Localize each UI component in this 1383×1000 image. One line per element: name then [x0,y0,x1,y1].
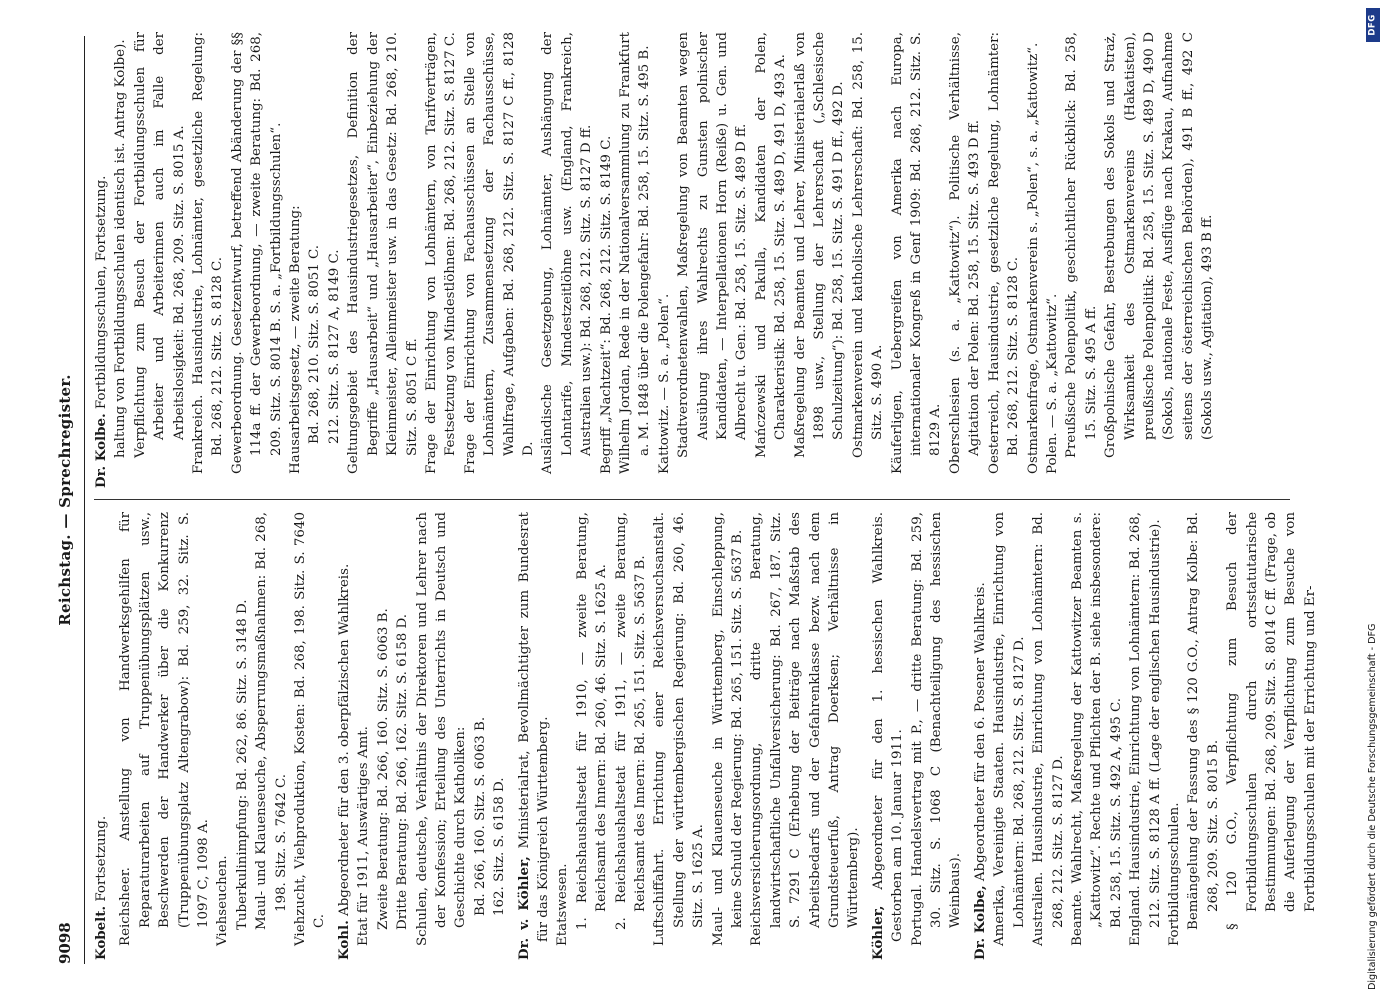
index-entry [291,512,330,960]
column-divider [94,499,1290,500]
index-entry [92,512,111,960]
entry-text: Fortbildungsschulen, Fortsetzung. [94,175,109,410]
entry-text: Amerika, Vereinigte Staaten. Hausindustrie, Einrichtung von Lohnämtern: Bd. 268, 212. Sitz. S. 8127 D. [992,512,1027,946]
index-entry [674,32,752,488]
index-entry [92,32,111,488]
index-entry [1165,512,1184,960]
index-entry [325,32,344,488]
index-entry [213,512,232,960]
entry-text: Schulen, deutsche, Verhältnis der Direktoren und Lehrer nach der Konfession; Erteilung des Unterrichts in Deutsch und Geschichte durch Katholiken: [414,512,469,946]
entry-text: Abgeordneter für den 3. oberpfälzischen Wahlkreis. [336,563,352,916]
index-entry [1043,32,1062,488]
entry-text: Kattowitz. — S. a. „Polen“. [656,293,672,474]
entry-text: Abgeordneter für den 6. Posener Wahlkreis. [972,582,988,882]
entry-text: Maul- und Klauenseuche in Württemberg, Einschleppung, keine Schuld der Regierung: Bd. 265, 151. Sitz. S. 5637 B. [710,512,745,946]
entry-text: 162. Sitz. S. 6158 D. [492,777,508,916]
entry-text: Mańczewski und Pakulla, Kandidaten der Polen, Charakteristik: Bd. 258, 15. Sitz. S. 489 D, 491 D, 493 A. [753,32,789,458]
entry-text: haltung von Fortbildungsschulen identisch ist. Antrag Kolbe). [113,39,129,458]
index-entry [597,32,616,488]
index-entry [612,512,651,960]
page-number: 9098 [56,922,74,964]
index-entry [752,32,791,488]
index-entry [908,512,966,960]
index-entry [393,512,412,960]
entry-text: Großpolnische Gefahr, Bestrebungen des Sokols und Straż, Wirksamkeit des Ostmarkenvereins (Hakatisten), preußische Polenpolitik: Bd. 258, 15. Sitz. S. 489 D, 490 D (Sokols, nationale Feste, Ausflüge nach Krakau, Aufnahme seitens der österreichischen Behörden), 491 B ff., 492 C (Sokols usw., Agitation), 493 B ff. [1103,32,1216,458]
entry-name: Dr. Kolbe. [93,413,109,488]
index-entry [616,32,655,488]
index-entry [655,32,674,488]
index-entry [869,512,908,960]
index-entry [515,512,554,960]
index-entry [471,512,490,960]
page-header [56,36,80,964]
entry-text: Hausarbeitsgesetz, — zweite Beratung: [288,205,304,474]
index-entry [946,32,985,488]
entry-text: Dritte Beratung: Bd. 266, 162. Sitz. S. 6158 D. [395,613,411,930]
index-entry [650,512,708,960]
entry-text: Viehseuchen. [215,855,231,946]
index-entry [971,512,990,960]
entry-text: Maßregelung der Beamten und Lehrer, Ministerialerlaß von 1898 usw., Stellung der Lehrerschaft („Schlesische Schulzeitung“): Bd. 258, 15. Sitz. S. 491 D ff., 492 D. [792,32,847,458]
entry-text: Zweite Beratung: Bd. 266, 160. Sitz. S. 6063 B. [375,608,391,930]
index-entry [305,32,324,488]
entry-text: Ostmarkenverein und katholische Lehrerschaft: Bd. 258, 15. Sitz. S. 490 A. [850,32,886,458]
entry-text: Etat für 1911, Auswärtiges Amt. [356,726,372,946]
entry-text: Frage der Einrichtung von Fachausschüssen an Stelle von Lohnämtern, Zusammensetzung der Fachausschüsse, Wahlfrage, Aufgaben: Bd. 268, 212. Sitz. S. 8127 C ff., 8128 D. [462,32,536,474]
entry-text: Bd. 268, 210. Sitz. S. 8051 C. [307,244,323,444]
index-entry [490,512,509,960]
entry-name: Dr. Kolbe, [971,885,988,960]
index-entry [422,32,461,488]
entry-text: Abgeordneter für den 1. hessischen Wahlkreis. Gestorben am 10. Januar 1911. [870,512,906,942]
index-entry [233,512,252,960]
index-entry [573,512,612,960]
index-entry [461,32,539,488]
entry-text: Ministerialrat, Bevollmächtigter zum Bundesrat für das Königreich Württemberg. [516,512,551,942]
index-entry [286,32,305,488]
entry-text: Beamte. Wahlrecht, Maßregelung der Kattowitzer Beamten s. „Kattowitz“. Rechte und Pflichten der B. siehe insbesondere: Bd. 258, 15. Sitz. S. 492 A, 495 C. [1069,512,1124,946]
index-entry [1062,32,1101,488]
entry-text: Stadtverordnetenwahlen, Maßregelung von Beamten wegen Ausübung ihres Wahlrechts zu Gunsten polnischer Kandidaten, — Interpellationen Horn (Reiße) u. Gen. und Albrecht u. Gen.: Bd. 258, 15. Sitz. S. 489 D ff. [676,32,750,458]
entry-name: Dr. v. Köhler, [515,856,532,960]
entry-text: Polen. — S. a. „Kattowitz“. [1044,293,1060,474]
index-entry [538,32,596,488]
index-entry [116,512,213,960]
entry-text: Frage der Einrichtung von Lohnämtern, von Tarifverträgen, Festsetzung von Mindestlöhnen: Bd. 268, 212. Sitz. S. 8127 C. [423,32,459,474]
entry-text: 2. Reichshaushaltsetat für 1911, — zweite Beratung, Reichsamt des Innern: Bd. 265, 151. Sitz. S. 5637 B. [613,512,648,930]
entry-text: Verpflichtung zum Besuch der Fortbildungsschulen für Arbeiter und Arbeiterinnen auch im Falle der Arbeitslosigkeit: Bd. 268, 209. Sitz. S. 8015 A. [132,32,187,458]
header-rule [84,36,85,964]
entry-text: 212. Sitz. S. 8127 A, 8149 C. [326,249,342,444]
entry-text: Oberschlesien (s. a. „Kattowitz“). Politische Verhältnisse, Agitation der Polen: Bd. 258, 15. Sitz. S. 493 D ff. [947,32,983,474]
entry-text: Bd. 266, 160. Sitz. S. 6063 B. [472,716,488,916]
entry-text: Begriff „Nachtzeit“: Bd. 268, 212. Sitz. S. 8149 C. [598,135,614,474]
entry-text: Luftschiffahrt. Errichtung einer Reichsversuchsanstalt. Stellung der württembergischen Regierung: Bd. 260, 46. Sitz. S. 1625 A. [652,512,707,946]
index-entry [1029,512,1068,960]
entry-text: Käuferligen, Uebergreifen von Amerika nach Europa, internationaler Kongreß in Genf 1909: Bd. 268, 212. Sitz. S. 8129 A. [889,32,944,474]
entry-text: Gewerbeordnung. Gesetzentwurf, betreffend Abänderung der §§ 114a ff. der Gewerbeordnung, — zweite Beratung: Bd. 268, 209. Sitz. S. 8014 B. S. a. „Fortbildungsschulen“. [229,32,284,474]
index-entry [791,32,849,488]
index-entry [344,32,422,488]
entry-text: Ostmarkenfrage, Ostmarkenverein s. „Polen“, s. a. „Kattowitz“. [1025,42,1041,474]
index-entry [1024,32,1043,488]
entry-text: Frankreich. Hausindustrie, Lohnämter, gesetzliche Regelung: Bd. 268, 212. Sitz. S. 8128 C. [191,32,226,474]
digitization-note: Digitalisierung gefördert durch die Deutsche Forschungsgemeinschaft - DFG [1367,623,1378,990]
index-entry [228,32,286,488]
entry-text: Reichsheer. Anstellung von Handwerksgehilfen für Reparaturarbeiten auf Truppenübungsplätzen usw., Beschwerden der Handwerker über die Konkurrenz (Truppenübungsplatz Altengrabow): Bd. 259, 32. Sitz. S. 1097 C, 1098 A. [118,512,212,946]
entry-text: Bemängelung der Fassung des § 120 G.O., Antrag Kolbe: Bd. 268, 209. Sitz. S. 8015 B. [1186,512,1221,930]
entry-name: Kohl. [335,920,352,960]
right-column [92,32,1292,488]
entry-text: Fortsetzung. [94,815,109,902]
entry-text: Ausländische Gesetzgebung, Lohnämter, Aushängung der Lohntarife, Mindestzeitlöhne usw. (England, Frankreich, Australien usw.): Bd. 268, 212. Sitz. S. 8127 D ff. [540,32,595,474]
entry-text: Portugal. Handelsvertrag mit P., — dritte Beratung: Bd. 259, 30. Sitz. S. 1068 C (Benachteiligung des hessischen Weinbaus). [909,512,964,946]
index-entry [413,512,471,960]
index-entry [747,512,863,960]
entry-text: Reichsversicherungsordnung, dritte Beratung, landwirtschaftliche Unfallversicherung: Bd. 267, 187. Sitz. S. 7291 C (Erhebung der Beiträge nach Maßstab des Arbeitsbedarfs und der Gefahrenklasse bezw. nach dem Grundsteuerfuß, Antrag Doerksen; Verhältnisse in Württemberg). [749,512,862,946]
index-entry [985,32,1024,488]
entry-text: Wilhelm Jordan, Rede in der Nationalversammlung zu Frankfurt a. M. 1848 über die Polengefahr: Bd. 258, 15. Sitz. S. 495 B. [617,32,653,474]
index-entry [1101,32,1217,488]
index-entry [131,32,189,488]
index-entry [849,32,888,488]
entry-name: Köhler, [869,905,886,960]
entry-text: Tuberkulinimpfung: Bd. 262, 86. Sitz. S. 3148 D. [234,599,250,930]
entry-text: Australien. Hausindustrie, Einrichtung von Lohnämtern: Bd. 268, 212. Sitz. S. 8127 D. [1031,512,1066,946]
entry-text: Geltungsgebiet des Hausindustriegesetzes, Definition der Begriffe „Hausarbeit“ und „Hausarbeiter“, Einbeziehung der Kleinmeister, Alleinmeister usw. in das Gesetz: Bd. 268, 210. Sitz. S. 8051 C ff. [346,32,420,474]
index-entry [709,512,748,960]
entry-text: Maul- und Klauenseuche, Absperrungsmaßnahmen: Bd. 268, 198. Sitz. S. 7642 C. [254,512,289,930]
index-entry [1223,512,1320,960]
entry-text: Etatswesen. [555,863,571,946]
index-entry [189,32,228,488]
index-entry [553,512,572,960]
index-entry [111,32,130,488]
entry-text: § 120 G.O., Verpflichtung zum Besuch der Fortbildungsschulen durch ortsstatutarische Bestimmungen: Bd. 268, 209. Sitz. S. 8014 C ff. (Frage, ob die Auferlegung der Verpflichtung zum Besuche von Fortbildungsschulen mit der Errichtung und Er- [1225,512,1318,930]
index-entry [990,512,1029,960]
index-entry [374,512,393,960]
left-column [92,512,1318,960]
index-entry [335,512,354,960]
entry-text: Oesterreich, Hausindustrie, gesetzliche Regelung, Lohnämter: Bd. 268, 212. Sitz. S. 8128 C. [986,32,1022,474]
index-entry [1184,512,1223,960]
index-entry [888,32,946,488]
entry-name: Kobelt. [93,905,109,960]
entry-text: Viehzucht, Viehproduktion, Kosten: Bd. 268, 198. Sitz. S. 7640 C. [293,512,328,946]
index-entry [1068,512,1126,960]
running-head: Reichstag. — Sprechregister. [56,374,74,626]
index-entry [354,512,373,960]
entry-text: Fortbildungsschulen. [1166,802,1182,946]
entry-text: England. Hausindustrie, Einrichtung von Lohnämtern: Bd. 268, 212. Sitz. S. 8128 A ff. (Lage der englischen Hausindustrie). [1128,512,1163,946]
dfg-logo-text: DFG [1368,14,1378,36]
entry-text: Preußische Polenpolitik, geschichtlicher Rückblick: Bd. 258, 15. Sitz. S. 495 A ff. [1064,32,1099,458]
index-entry [1126,512,1165,960]
index-entry [252,512,291,960]
entry-text: 1. Reichshaushaltsetat für 1910, — zweite Beratung, Reichsamt des Innern: Bd. 260, 46. Sitz. S. 1625 A. [574,512,610,930]
